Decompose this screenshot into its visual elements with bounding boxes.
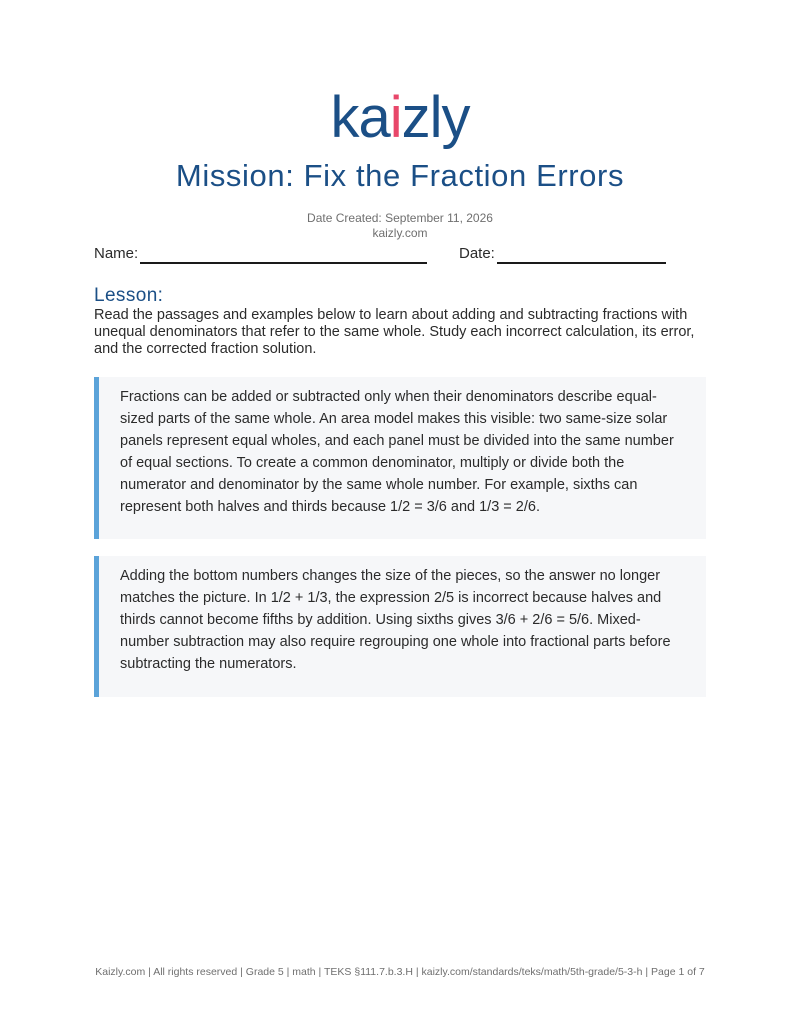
lesson-intro: Read the passages and examples below to learn about adding and subtracting fractions with unequal denominators that refer to the same whole. Study each incorrect calculation, its error, and the corrected fraction solution. [94, 307, 695, 357]
logo-text-start: ka [330, 85, 390, 150]
passage-text: Fractions can be added or subtracted only when their denominators describe equal-sized parts of the same whole. An area model makes this visible: two same-size solar panels represent equal wholes, and each panel must be divided into the same number of equal sections. To create a common denominator, multiply or divide both the numerator and denominator by the same whole number. For example, sixths can represent both halves and thirds because 1/2 = 3/6 and 1/3 = 2/6. [120, 389, 674, 515]
name-line[interactable] [140, 262, 427, 264]
page-title: Mission: Fix the Fraction Errors [175, 158, 625, 193]
name-label: Name: [94, 245, 139, 262]
date-line[interactable] [497, 262, 666, 264]
logo-text-end: zly [401, 85, 470, 150]
page-footer: Kaizly.com | All rights reserved | Grade 5 | math | TEKS §111.7.b.3.H | kaizly.com/standards/teks/math/5th-grade/5-3-h | Page 1 of 7 [95, 966, 705, 978]
site-url: kaizly.com [372, 226, 428, 240]
date-label: Date: [459, 245, 495, 262]
lesson-heading: Lesson: [94, 285, 164, 306]
logo-text-accent: i [389, 85, 402, 150]
passage-box [94, 556, 706, 697]
passage-text: Adding the bottom numbers changes the size of the pieces, so the answer no longer matches the picture. In 1/2 + 1/3, the expression 2/5 is incorrect because halves and thirds cannot become fifths by addition. Using sixths gives 3/6 + 2/6 = 5/6. Mixed-number subtraction may also require regrouping one whole into fractional parts before subtracting the numerators. [120, 568, 671, 672]
passage-box [94, 377, 706, 539]
date-created: Date Created: September 11, 2026 [307, 211, 493, 225]
kaizly-logo [0, 86, 800, 150]
